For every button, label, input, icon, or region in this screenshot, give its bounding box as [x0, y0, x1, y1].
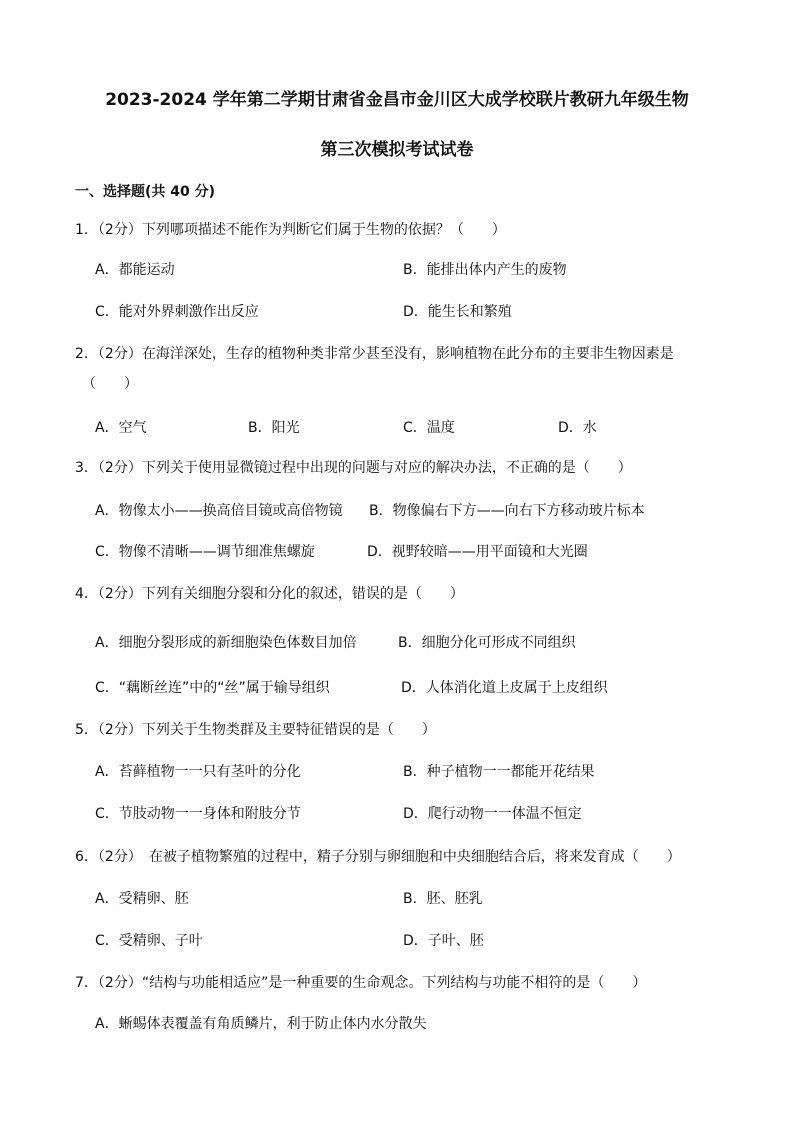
option-a: A．苔藓植物一一只有茎叶的分化 [95, 764, 301, 780]
option-a: A．细胞分裂形成的新细胞染色体数目加倍 [95, 635, 357, 651]
option-d: D．子叶、胚 [403, 933, 484, 949]
exam-title-line2: 第三次模拟考试试卷 [320, 140, 474, 160]
option-b: B．细胞分化可形成不同组织 [398, 635, 576, 651]
question-stem: 3．（2分）下列关于使用显微镜过程中出现的问题与对应的解决办法，不正确的是（ ） [75, 460, 632, 476]
option-d: D．能生长和繁殖 [403, 304, 512, 320]
option-a: A．受精卵、胚 [95, 891, 189, 907]
question-stem: 1．（2分）下列哪项描述不能作为判断它们属于生物的依据？（ ） [75, 222, 506, 238]
option-b: B．阳光 [248, 420, 300, 436]
question-stem: 5．（2分）下列关于生物类群及主要特征错误的是（ ） [75, 722, 436, 738]
option-b: B．物像偏右下方——向右下方移动玻片标本 [369, 503, 645, 519]
option-c: C．物像不清晰——调节细准焦螺旋 [95, 544, 315, 560]
question-stem-continuation: （ ） [82, 376, 138, 392]
option-a: A．物像太小——换高倍目镜或高倍物镜 [95, 503, 343, 519]
exam-title-line1: 2023-2024 学年第二学期甘肃省金昌市金川区大成学校联片教研九年级生物 [105, 90, 689, 110]
option-b: B．能排出体内产生的废物 [403, 262, 567, 278]
option-a: A．都能运动 [95, 262, 175, 278]
option-b: B．种子植物一一都能开花结果 [403, 764, 595, 780]
option-c: C．节肢动物一一身体和附肢分节 [95, 806, 301, 822]
question-stem: 7．（2分）“结构与功能相适应”是一种重要的生命观念。下列结构与功能不相符的是（ ） [75, 975, 647, 991]
option-c: C．能对外界刺激作出反应 [95, 304, 259, 320]
question-stem: 6．（2分） 在被子植物繁殖的过程中，精子分别与卵细胞和中央细胞结合后，将来发育成（ ） [75, 849, 681, 865]
option-a: A．蜥蜴体表覆盖有角质鳞片，利于防止体内水分散失 [95, 1016, 427, 1032]
option-c: C．温度 [403, 420, 455, 436]
option-d: D．视野较暗——用平面镜和大光圈 [367, 544, 588, 560]
option-c: C．“藕断丝连”中的“丝”属于输导组织 [95, 680, 330, 696]
section-heading: 一、选择题(共 40 分) [75, 184, 216, 200]
option-d: D．水 [558, 420, 597, 436]
option-d: D．爬行动物一一体温不恒定 [403, 806, 582, 822]
question-stem: 2．（2分）在海洋深处，生存的植物种类非常少甚至没有，影响植物在此分布的主要非生物因素是 [75, 346, 674, 362]
option-d: D．人体消化道上皮属于上皮组织 [401, 680, 608, 696]
option-c: C．受精卵、子叶 [95, 933, 203, 949]
option-a: A．空气 [95, 420, 147, 436]
option-b: B．胚、胚乳 [403, 891, 483, 907]
question-stem: 4．（2分）下列有关细胞分裂和分化的叙述，错误的是（ ） [75, 586, 464, 602]
